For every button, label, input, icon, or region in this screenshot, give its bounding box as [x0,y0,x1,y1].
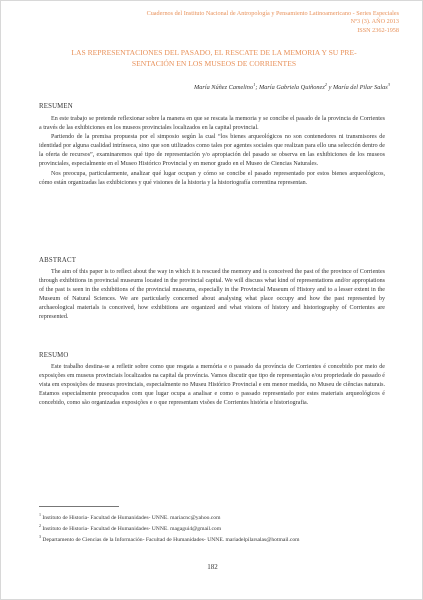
footnote-2-text: Instituto de Historia- Facultad de Humanidades- UNNE. magagui4@gmail.com [41,525,222,532]
abstract-paragraph-1: The aim of this paper is to reflect about the way in which it is rescued the memory and is conceived the past of the province of Corrientes through exhibitions in provincial museums located in the provincial capital. We will discuss what kind of representations and/or appropiations of the past is seen in the exhibitions of the provincial museums, especially in the Provincial Museum of History and to a lesser extent in the Museum of Natural Sciences. We are particularly concerned about analysing what place occupy and how the past represented by archaeological materials is conceived, how exhibitions are organized and what visions of history and historiography of Corrientes are represented. [39,269,385,321]
journal-issn: ISSN 2362-1958 [357,26,399,34]
journal-header [29,10,399,35]
author-2: ; María Gabriela Quiñonez [255,84,325,92]
resumen-paragraph-1: En este trabajo se pretende reflexionar sobre la manera en que se rescata la memoria y se concibe el pasado de la provincia de Corrientes a través de las exhibiciones en los museos provinciales localizados en la capital provincial. [39,116,385,132]
article-title-line-2: SENTACIÓN EN LOS MUSEOS DE CORRIENTES [131,59,297,68]
page-number: 182 [207,563,218,571]
abstract-body [39,268,385,323]
journal-name: Cuadernos del Instituto Nacional de Antropología y Pensamiento Latinoamericano - Series Especiales [146,10,399,17]
footnote-1-text: Instituto de Historia- Facultad de Humanidades- UNNE. mariacnc@yahoo.com [41,514,221,521]
footnote-3-text: Departamento de Ciencias de la Información- Facultad de Humanidades- UNNE. mariadelpilarsalas@hotmail.com [41,536,300,543]
article-title [29,47,399,69]
resumen-body [39,115,385,188]
resumo-paragraph-1: Este trabalho destina-se a refletir sobre como que resgata a memória e o passado da província de Corrientes é concebido por meio de exposições em museus provinciais localizados na capital da província. Vamos discutir que tipo de representação e/ou propriedade do passado é vista em exposições de museus provinciais, especialmente no Museu Histórico Provincial e em menor medida, no Museu de ciências naturais. Estamos especialmente preocupados com que lugar ocupa a analisar e como o passado representado por estes materiais arqueológicos é concebido, como são organizadas exposições e o que representam visões de Corrientes história e historiografia. [39,364,385,407]
footnote-3 [39,533,385,544]
footnote-1-mark: 1 [39,512,41,517]
resumen-heading: RESUMEN [39,103,73,110]
author-list [29,82,390,91]
resumen-paragraph-2: Partiendo de la premisa propuesta por el simposio según la cual “los bienes arqueológicos no son contenedores ni transmisores de identidad por alguna cualidad intrínseca, sino que son utilizados como tales por agentes sociales que realizan para ello una selección dentro de la oferta de recursos”, examinaremos qué tipo de representación y/o apropiación del pasado se observa en las exhibiciones de los museos provinciales, especialmente en el Museo Histórico Provincial y en menor grado en el Museo de Ciencias Naturales. [39,134,385,168]
footnote-1 [39,511,385,522]
resumo-heading: RESUMO [39,352,69,359]
footnote-3-mark: 3 [39,534,41,539]
author-3: y María del Pilar Salas [327,84,388,92]
article-title-line-1: LAS REPRESENTACIONES DEL PASADO, EL RESCATE DE LA MEMORIA Y SU PRE- [71,48,357,57]
abstract-heading: ABSTRACT [39,257,77,264]
resumen-paragraph-3: Nos preocupa, particularmente, analizar qué lugar ocupan y cómo se concibe el pasado representado por estos bienes arqueológicos, cómo están organizadas las exhibiciones y qué visiones de la historia y la historiografía correntina representan. [39,170,385,186]
footnote-2-mark: 2 [39,523,41,528]
author-1-footnote-mark: 1 [253,82,256,87]
resumo-body [39,363,385,408]
author-1: María Núñez Camelino [193,84,254,92]
footnote-2 [39,522,385,533]
author-3-footnote-mark: 3 [387,82,390,87]
journal-issue: Nº3 (3). AÑO 2013 [350,18,399,26]
author-2-footnote-mark: 2 [324,82,328,87]
footnote-separator [39,506,119,507]
